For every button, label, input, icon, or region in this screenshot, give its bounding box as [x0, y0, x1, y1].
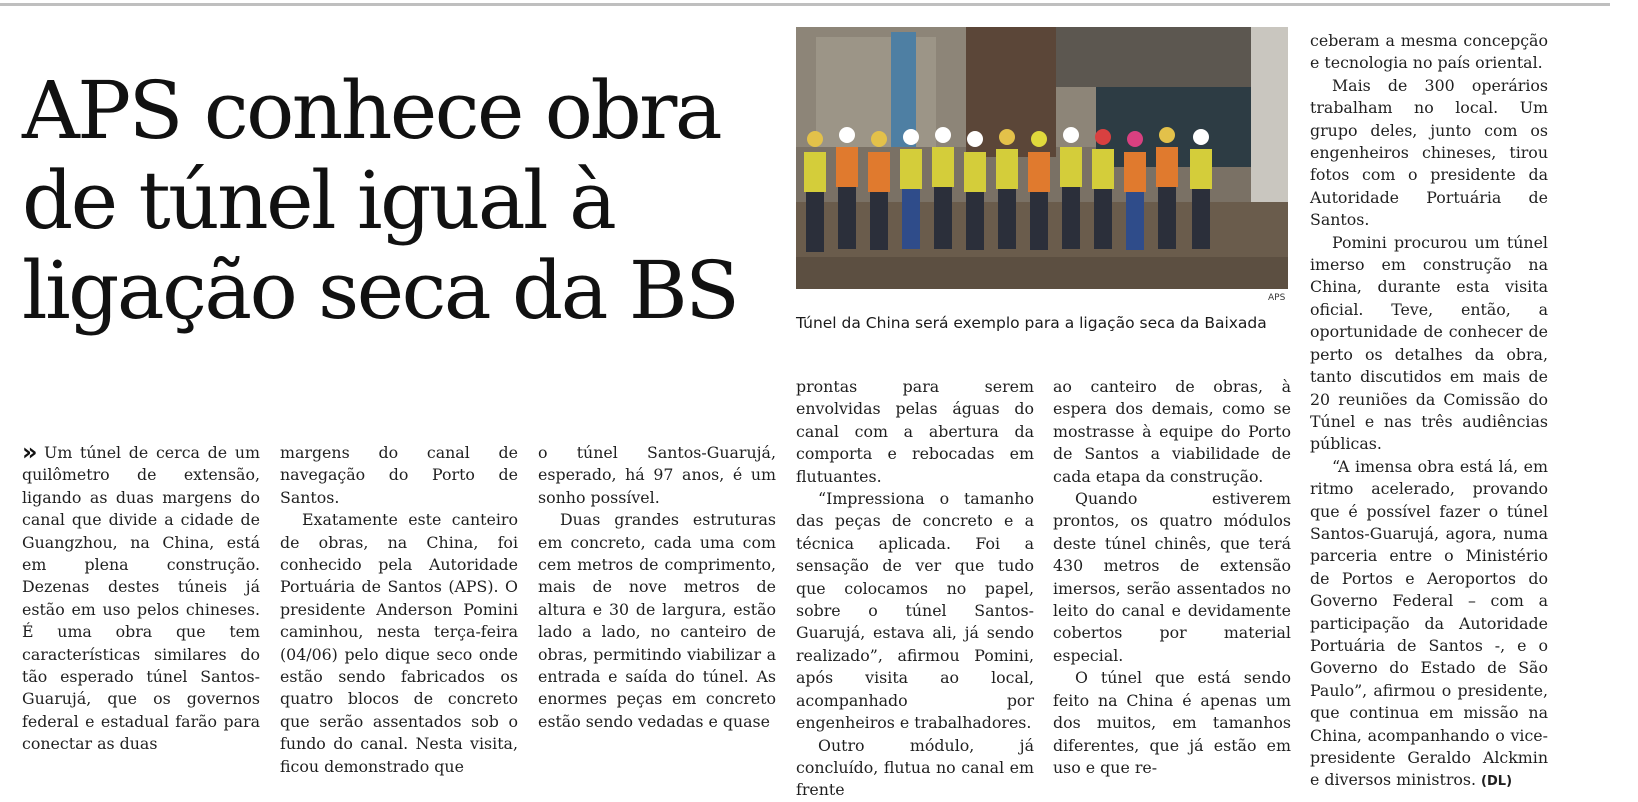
paragraph-text: “A imensa obra está lá, em ritmo acelerado, provando que é possível fazer o túnel Santos-Guarujá, agora, numa parceria entre o Ministério de Portos e Aeroportos do Governo Federal – com a participação da Autoridade Portuária de Santos -, e o Governo do Estado de São Paulo”, afirmou o presidente, que continua em missão na China, acompanhando o vice-presidente Geraldo Alckmin e diversos ministros. [1310, 456, 1548, 790]
photo-credit: APS [1268, 293, 1286, 303]
article-column-6 [1310, 30, 1548, 794]
paragraph: ceberam a mesma concepção e tecnologia no país oriental. [1310, 31, 1548, 73]
news-photo [796, 27, 1288, 289]
paragraph-last [1310, 456, 1548, 794]
paragraph: o túnel Santos-Guarujá, esperado, há 97 anos, é um sonho possível. [538, 443, 776, 507]
author-signature: (DL) [1481, 774, 1513, 790]
article-column-3 [538, 442, 776, 733]
article-column-5 [1053, 376, 1291, 779]
paragraph: Pomini procurou um túnel imerso em construção na China, durante esta visita oficial. Teve, então, a oportunidade de conhecer de perto os detalhes da obra, tanto discutidos em mais de 20 reuniões da Comissão do Túnel e nas três audiências públicas. [1310, 232, 1548, 454]
top-rule [0, 3, 1610, 6]
article-column-4 [796, 376, 1034, 802]
headline-line-2: de túnel igual à [22, 154, 615, 247]
paragraph: Outro módulo, já concluído, flutua no canal em frente [796, 735, 1034, 800]
paragraph: Um túnel de cerca de um quilômetro de extensão, ligando as duas margens do canal que divide a cidade de Guangzhou, na China, está em plena construção. Dezenas destes túneis já estão em uso pelos chineses. É uma obra que tem características similares do tão esperado túnel Santos-Guarujá, que os governos federal e estadual farão para conectar as duas [22, 443, 260, 754]
photo-caption: Túnel da China será exemplo para a ligação seca da Baixada [796, 314, 1267, 332]
photo-illustration [796, 27, 1288, 289]
article-column-2 [280, 442, 518, 778]
paragraph: Mais de 300 operários trabalham no local. Um grupo deles, junto com os engenheiros chineses, tirou fotos com o presidente da Autoridade Portuária de Santos. [1310, 75, 1548, 230]
article-start-marker: » [22, 438, 34, 466]
paragraph: O túnel que está sendo feito na China é apenas um dos muitos, em tamanhos diferentes, que já estão em uso e que re- [1053, 668, 1291, 777]
headline [22, 66, 782, 336]
paragraph: prontas para serem envolvidas pelas águas do canal com a abertura da comporta e rebocadas em flutuantes. [796, 377, 1034, 486]
paragraph: Quando estiverem prontos, os quatro módulos deste túnel chinês, que terá 430 metros de extensão imersos, serão assentados no leito do canal e devidamente cobertos por material especial. [1053, 489, 1291, 665]
headline-line-1: APS conhece obra [22, 64, 721, 157]
paragraph: ao canteiro de obras, à espera dos demais, como se mostrasse à equipe do Porto de Santos a viabilidade de cada etapa da construção. [1053, 377, 1291, 486]
paragraph: Duas grandes estruturas em concreto, cada uma com cem metros de comprimento, mais de nove metros de altura e 30 de largura, estão lado a lado, no canteiro de obras, permitindo viabilizar a entrada e saída do túnel. As enormes peças em concreto estão sendo vedadas e quase [538, 510, 776, 731]
headline-line-3: ligação seca da BS [22, 244, 738, 337]
paragraph: Exatamente este canteiro de obras, na China, foi conhecido pela Autoridade Portuária de Santos (APS). O presidente Anderson Pomini caminhou, nesta terça-feira (04/06) pelo dique seco onde estão sendo fabricados os quatro blocos de concreto que serão assentados sob o fundo do canal. Nesta visita, ficou demonstrado que [280, 510, 518, 776]
paragraph: margens do canal de navegação do Porto de Santos. [280, 443, 518, 507]
article-column-1 [22, 438, 260, 756]
paragraph: “Impressiona o tamanho das peças de concreto e a técnica aplicada. Foi a sensação de ver que tudo que colocamos no papel, sobre o túnel Santos-Guarujá, estava ali, já sendo realizado”, afirmou Pomini, após visita ao local, acompanhado por engenheiros e trabalhadores. [796, 489, 1034, 733]
